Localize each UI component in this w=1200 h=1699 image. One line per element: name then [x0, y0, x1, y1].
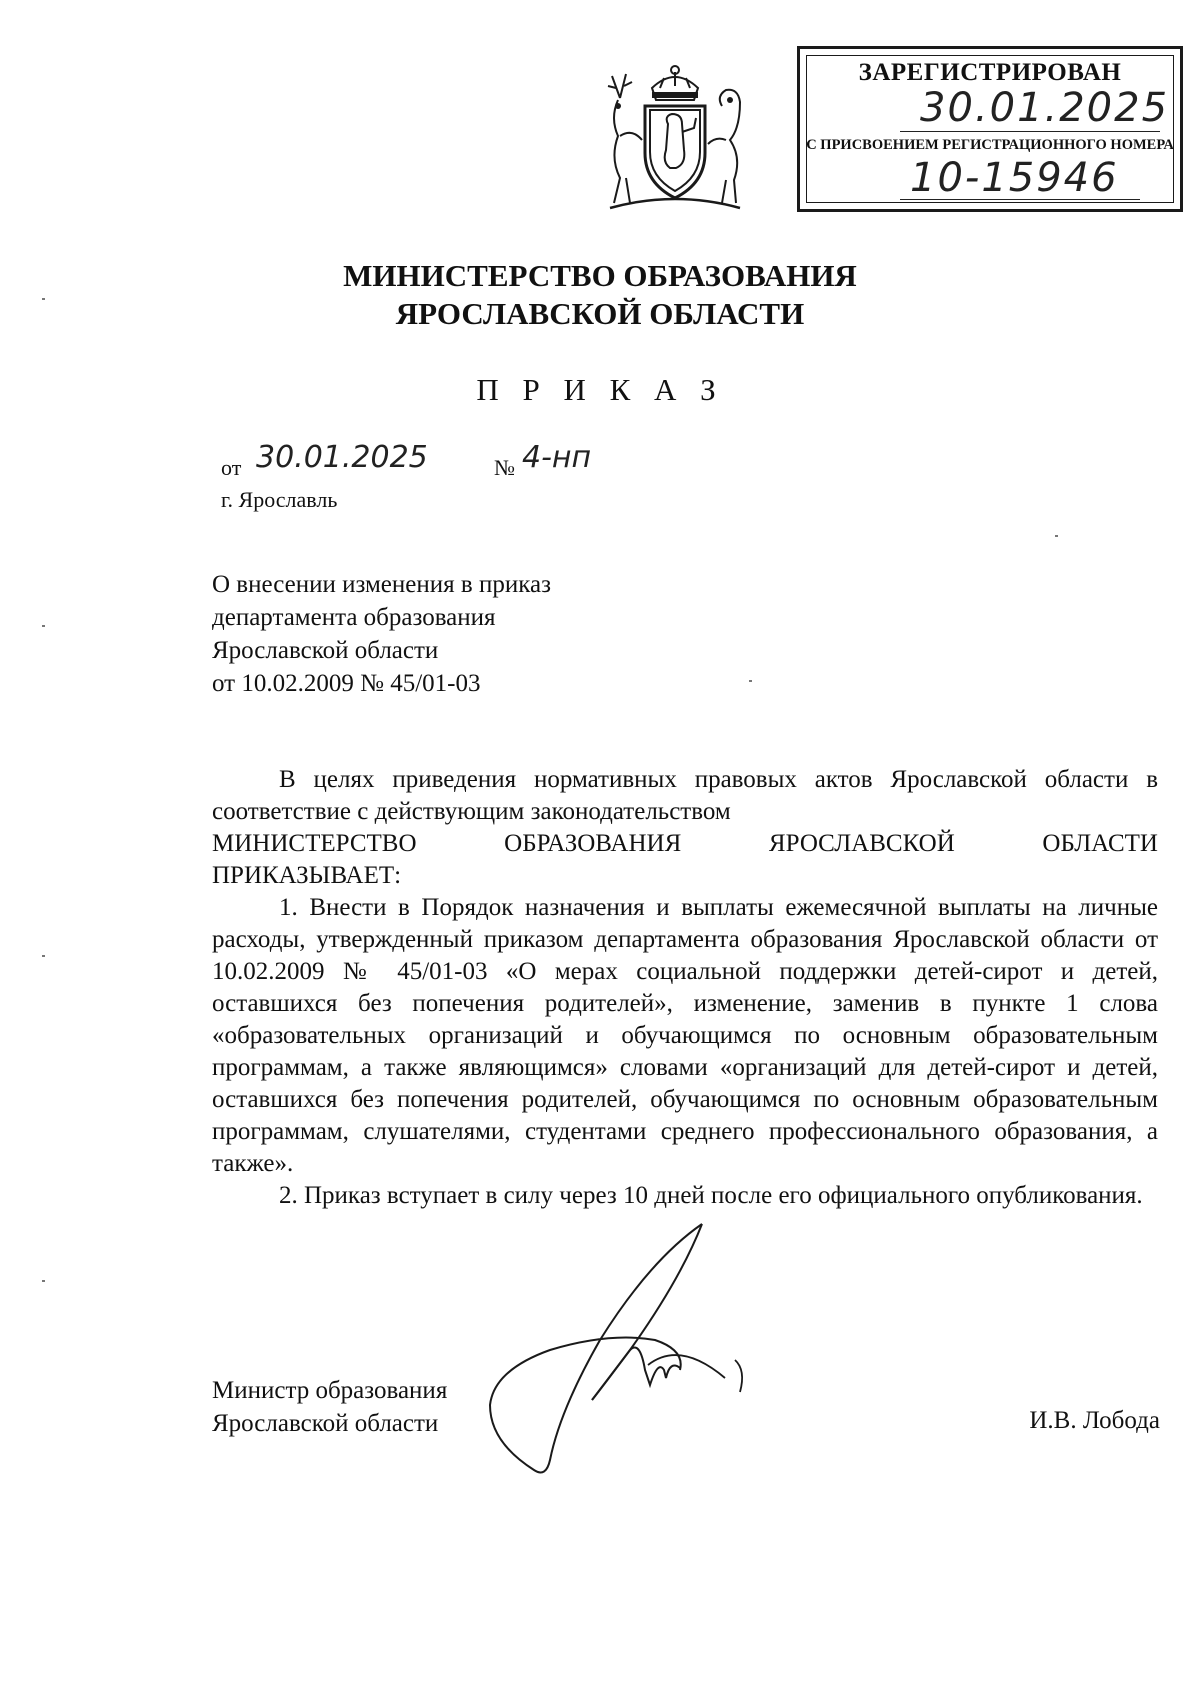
scan-speck [42, 298, 45, 300]
city: г. Ярославль [221, 487, 338, 512]
ministry-name-line1: МИНИСТЕРСТВО ОБРАЗОВАНИЯ [343, 258, 857, 293]
ministry-name-line2: ЯРОСЛАВСКОЙ ОБЛАСТИ [395, 296, 805, 331]
preamble-paragraph: В целях приведения нормативных правовых актов Ярославской области в соответствие с действующим законодательством [212, 766, 1158, 825]
subject-line-3: Ярославской области [212, 637, 439, 664]
handwritten-signature [480, 1220, 790, 1480]
scan-speck [42, 955, 45, 957]
stamp-registration-date: 30.01.2025 [920, 85, 1170, 131]
scan-speck [749, 680, 752, 682]
document-type-title: П Р И К А З [476, 372, 724, 407]
scan-speck [42, 625, 45, 627]
ministry-caps-line: МИНИСТЕРСТВО ОБРАЗОВАНИЯ ЯРОСЛАВСКОЙ ОБЛАСТИ [212, 830, 1158, 857]
order-item-2: 2. Приказ вступает в силу через 10 дней после его официального опубликования. [279, 1182, 1143, 1209]
signer-name: И.В. Лобода [1029, 1407, 1160, 1434]
scan-speck [42, 1280, 45, 1282]
order-item-1: 1. Внести в Порядок назначения и выплаты ежемесячной выплаты на личные расходы, утвержденный приказом департамента образования Ярославской области от 10.02.2009 № 45/01-03 «О мерах социальной поддержки детей-сирот и детей, оставшихся без попечения родителей», изменение, заменив в пункте 1 слова «образовательных организаций и обучающимся по основным образовательным программам, а также являющимся» словами «организаций для детей-сирот и детей, оставшихся без попечения родителей, обучающимся по основным образовательным программам, слушателями, студентами среднего профессионального образования, а также». [212, 894, 1158, 1177]
stamp-number-underline [900, 199, 1140, 200]
subject-line-4: от 10.02.2009 № 45/01-03 [212, 670, 481, 697]
scan-speck [1055, 535, 1058, 537]
order-body [212, 764, 1158, 1212]
subject-line-1: О внесении изменения в приказ [212, 571, 551, 598]
stamp-date-underline [900, 131, 1160, 132]
registration-stamp [797, 46, 1183, 212]
stamp-registration-number: 10-15946 [910, 155, 1119, 201]
signer-position [212, 1374, 447, 1440]
stamp-subtitle: С ПРИСВОЕНИЕМ РЕГИСТРАЦИОННОГО НОМЕРА [806, 137, 1174, 153]
stamp-title: ЗАРЕГИСТРИРОВАН [858, 59, 1122, 86]
number-prefix: № [494, 455, 515, 480]
order-date: 30.01.2025 [256, 440, 428, 475]
orders-word: ПРИКАЗЫВАЕТ: [212, 862, 402, 889]
signer-position-line-2: Ярославской области [212, 1410, 439, 1437]
date-prefix: от [221, 455, 242, 480]
subject-line-2: департамента образования [212, 604, 496, 631]
signer-position-line-1: Министр образования [212, 1377, 448, 1404]
order-subject [212, 568, 551, 700]
order-number: 4-нп [522, 440, 592, 475]
coat-of-arms-icon [590, 58, 760, 218]
